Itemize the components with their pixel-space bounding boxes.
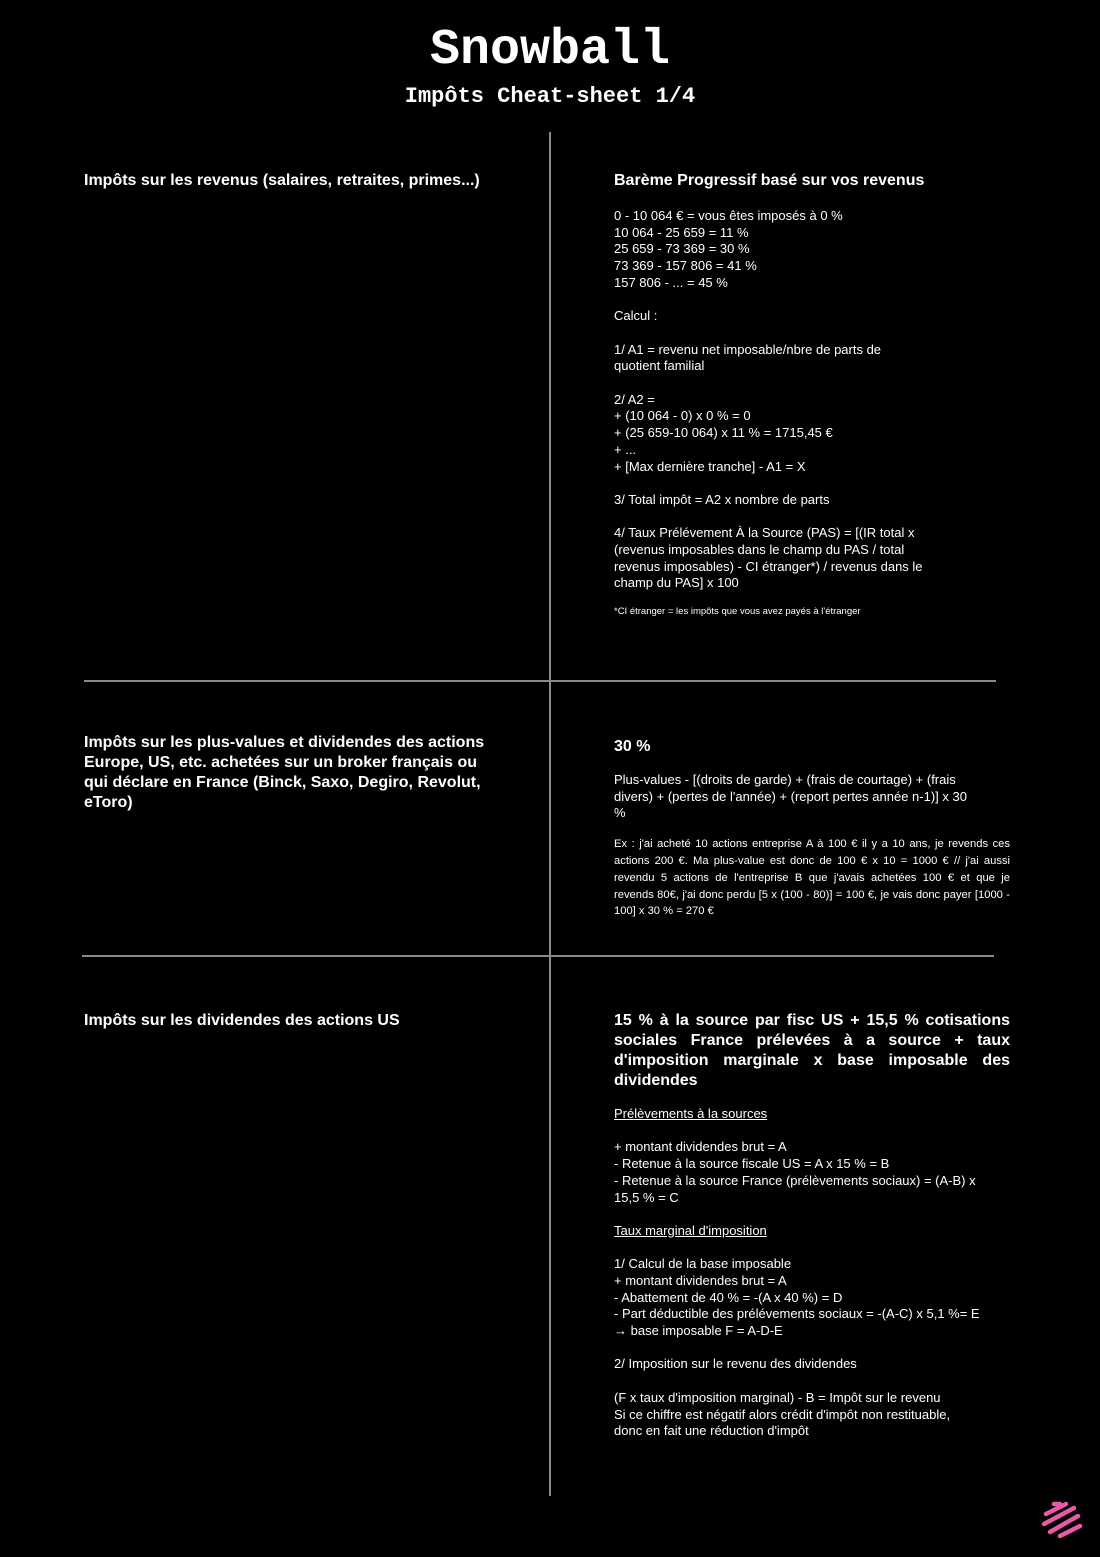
withholding-lines: + montant dividendes brut = A - Retenue à la source fiscale US = A x 15 % = B - Retenue à la source France (prélèvements sociaux) = (A-B) x 15,5 % = C [614, 1139, 976, 1205]
page-title: Snowball [429, 22, 671, 79]
tax-brackets: 0 - 10 064 € = vous êtes imposés à 0 % 10 064 - 25 659 = 11 % 25 659 - 73 369 = 30 % 73 369 - 157 806 = 41 % 157 806 - ... = 45 % [614, 208, 843, 290]
footnote: *CI étranger = les impôts que vous avez payés à l'étranger [614, 606, 861, 618]
section-3-heading: 15 % à la source par fisc US + 15,5 % cotisations sociales France prélevées à a source + taux d'imposition marginale x base imposable des dividendes [614, 1012, 1010, 1089]
horizontal-divider-2 [82, 955, 994, 957]
capital-gains-formula: Plus-values - [(droits de garde) + (frais de courtage) + (frais divers) + (pertes de l'année) + (report pertes année n-1)] x 30 % [614, 772, 967, 821]
calc-step-4: 4/ Taux Prélévement À la Source (PAS) = [(IR total x (revenus imposables dans le champ du PAS / total revenus imposables) - CI étranger*) / revenus dans le champ du PAS] x 100 [614, 525, 923, 591]
section-3-content [614, 1011, 1010, 1440]
calc-step-1: 1/ A1 = revenu net imposable/nbre de parts de quotient familial [614, 341, 882, 374]
taxable-base-lines: 1/ Calcul de la base imposable + montant dividendes brut = A - Abattement de 40 % = -(A x 40 %) = D - Part déductible des prélévements sociaux = -(A-C) x 5,1 %= E → base imposable F = A-D-E [614, 1256, 980, 1339]
section-1-heading: Barème Progressif basé sur vos revenus [614, 172, 925, 189]
section-1-content [614, 171, 1010, 618]
dividend-taxation-title: 2/ Imposition sur le revenu des dividendes [614, 1356, 857, 1372]
section-2-heading: 30 % [614, 738, 651, 755]
section-2-title: Impôts sur les plus-values et dividendes des actions Europe, US, etc. achetées sur un broker français ou qui déclare en France (Binck, Saxo, Degiro, Revolut, eToro) [84, 734, 485, 811]
capital-gains-example: Ex : j'ai acheté 10 actions entreprise A à 100 € il y a 10 ans, je revends ces actions 200 €. Ma plus-value est donc de 100 € x 10 = 1000 € // j'ai aussi revendu 5 actions de l'entreprise B que j'avais achetées 100 € et que je revends 80€, j'ai donc perdu [5 x (100 - 80)] = 100 €, je vais donc payer [1000 - 100] x 30 % = 270 € [614, 838, 1010, 918]
vertical-divider [549, 132, 551, 1496]
dividend-taxation-lines: (F x taux d'imposition marginal) - B = Impôt sur le revenu Si ce chiffre est négatif alors crédit d'impôt non restituable, donc en fait une réduction d'impôt [614, 1389, 951, 1439]
marginal-rate-title: Taux marginal d'imposition [614, 1222, 767, 1238]
section-3-title: Impôts sur les dividendes des actions US [84, 1012, 400, 1029]
calc-step-3: 3/ Total impôt = A2 x nombre de parts [614, 491, 830, 507]
calc-step-2: 2/ A2 = + (10 064 - 0) x 0 % = 0 + (25 659-10 064) x 11 % = 1715,45 € + ... + [Max dernière tranche] - A1 = X [614, 391, 833, 474]
horizontal-divider-1 [84, 680, 996, 682]
withholding-title: Prélèvements à la sources [614, 1106, 768, 1121]
section-2-content [614, 737, 1010, 920]
snowball-logo-icon [1040, 1500, 1084, 1540]
calc-label: Calcul : [614, 308, 658, 324]
section-1-title: Impôts sur les revenus (salaires, retraites, primes...) [84, 172, 480, 189]
page-subtitle: Impôts Cheat-sheet 1/4 [404, 84, 696, 109]
